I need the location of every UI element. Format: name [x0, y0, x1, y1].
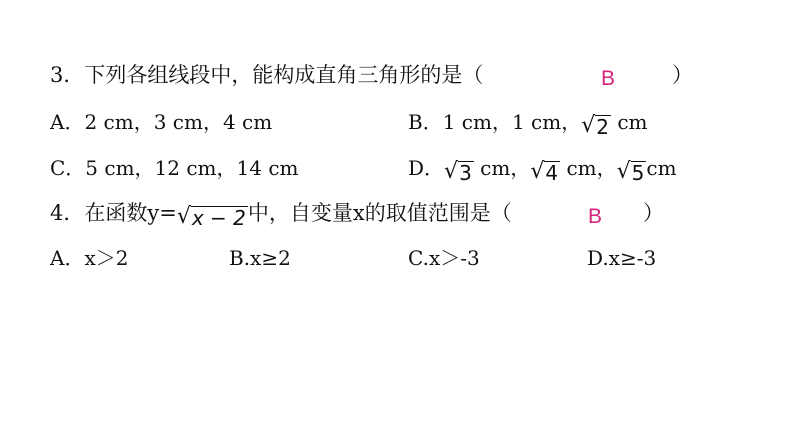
sqrt-3: √ 3	[444, 159, 472, 185]
option-d-suffix: cm	[646, 156, 677, 180]
option-d-sep2: cm，	[560, 156, 617, 180]
question-4-close-paren: ）	[643, 201, 664, 225]
question-3-option-c: C．5 cm，12 cm，14 cm	[50, 156, 299, 180]
sqrt-4: √ 4	[530, 159, 559, 185]
question-4-option-d: D.x≥-3	[587, 246, 657, 270]
question-3-answer: B	[601, 67, 616, 90]
option-b-prefix: B．1 cm，1 cm，	[408, 110, 582, 134]
sqrt-4-radicand: 4	[545, 161, 559, 185]
sqrt-2-radicand: 2	[596, 115, 609, 139]
question-4-stem	[50, 199, 512, 229]
question-4-option-a: A．x＞2	[50, 246, 129, 270]
sqrt-3-radicand: 3	[459, 161, 472, 185]
question-3-text: 3．下列各组线段中，能构成直角三角形的是（	[50, 63, 484, 87]
option-d-prefix: D．	[408, 156, 445, 180]
question-3-option-d	[408, 154, 677, 184]
question-3-option-b	[408, 108, 648, 138]
question-4-text-pre: 4．在函数y=	[50, 201, 177, 225]
sqrt-x-minus-2: √ x − 2	[176, 204, 246, 230]
question-4-option-c: C.x＞-3	[408, 246, 480, 270]
question-3-close-paren: ）	[672, 63, 693, 87]
question-4-text-post: 中，自变量x的取值范围是（	[247, 201, 512, 225]
question-3-stem	[50, 61, 483, 89]
sqrt-2: √ 2	[581, 113, 609, 139]
sqrt-5-radicand: 5	[631, 161, 645, 185]
question-4-option-b: B.x≥2	[229, 246, 291, 270]
option-b-suffix: cm	[610, 110, 648, 134]
sqrt-x-minus-2-radicand: x − 2	[191, 206, 246, 230]
sqrt-5: √ 5	[616, 159, 645, 185]
option-d-sep1: cm，	[473, 156, 531, 180]
question-3-option-a: A．2 cm，3 cm，4 cm	[50, 110, 273, 134]
question-4-answer: B	[588, 205, 603, 228]
